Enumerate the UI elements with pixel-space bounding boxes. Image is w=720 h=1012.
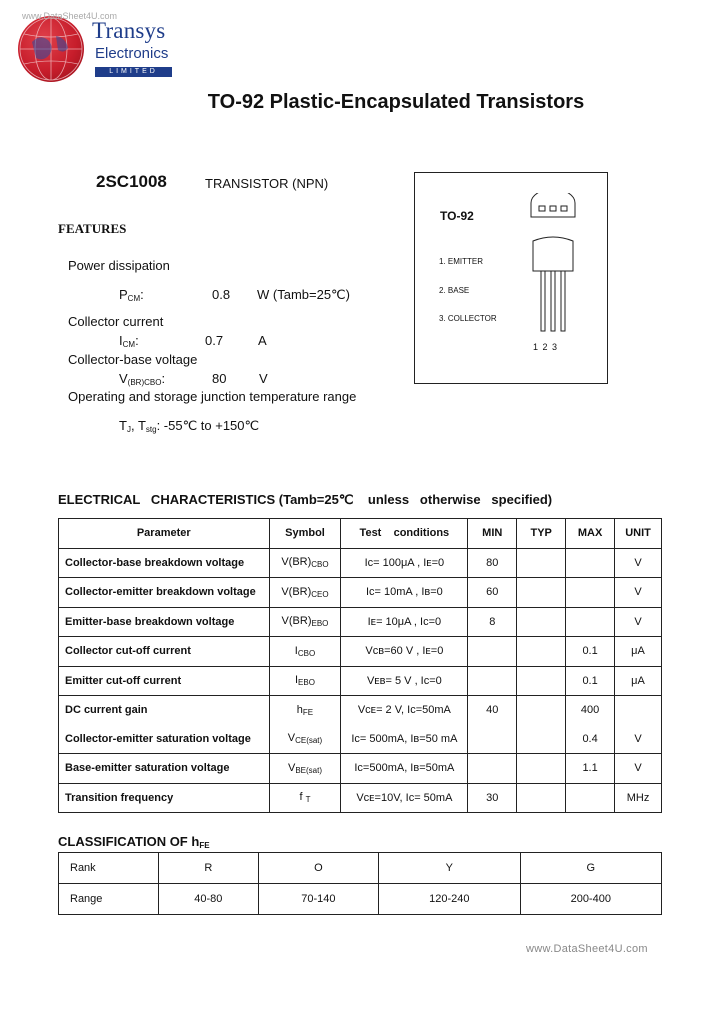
- min-cell: [468, 754, 517, 784]
- typ-cell: [517, 754, 566, 784]
- range-label: Range: [59, 884, 159, 915]
- max-cell: [566, 548, 615, 578]
- header-unit: UNIT: [615, 519, 662, 549]
- unit-cell: [615, 696, 662, 725]
- min-cell: 30: [468, 783, 517, 813]
- max-cell: [566, 578, 615, 608]
- max-cell: [566, 607, 615, 637]
- symbol-cell: f $_T$: [269, 783, 341, 813]
- condition-cell: Vᴄᴇ=10V, Iᴄ= 50mA: [341, 783, 468, 813]
- collector-base-voltage-label: Collector-base voltage: [68, 352, 198, 367]
- header-symbol: Symbol: [269, 519, 341, 549]
- unit-cell: V: [615, 578, 662, 608]
- param-cell: DC current gain: [59, 696, 270, 725]
- pcm-symbol: $P_{CM}$:: [119, 287, 144, 303]
- rank-cell: G: [520, 853, 661, 884]
- max-cell: 400: [566, 696, 615, 725]
- typ-cell: [517, 548, 566, 578]
- unit-cell: V: [615, 725, 662, 754]
- rank-row: [59, 853, 662, 884]
- pin-2-label: 2. BASE: [439, 286, 470, 295]
- max-cell: 0.1: [566, 666, 615, 696]
- condition-cell: Vᴄᴇ= 2 V, Iᴄ=50mA: [341, 696, 468, 725]
- typ-cell: [517, 637, 566, 667]
- typ-cell: [517, 666, 566, 696]
- condition-cell: Iᴄ= 500mA, Iʙ=50 mA: [341, 725, 468, 754]
- condition-cell: Iᴇ= 10μA , Iᴄ=0: [341, 607, 468, 637]
- range-cell: 40-80: [159, 884, 259, 915]
- param-cell: Transition frequency: [59, 783, 270, 813]
- table-row: [59, 666, 662, 696]
- classification-table: [58, 852, 662, 915]
- min-cell: [468, 666, 517, 696]
- features-heading: FEATURES: [58, 221, 127, 236]
- header-typ: TYP: [517, 519, 566, 549]
- max-cell: [566, 783, 615, 813]
- vbr-value: 80: [212, 371, 227, 386]
- page-title: TO-92 Plastic-Encapsulated Transistors: [207, 91, 585, 113]
- table-row: [59, 696, 662, 725]
- pin-numbers: 1 2 3: [533, 342, 559, 352]
- symbol-cell: $V(BR)_{CEO}$: [269, 578, 341, 608]
- condition-cell: Iᴄ= 100μA , Iᴇ=0: [341, 548, 468, 578]
- condition-cell: Vᴇʙ= 5 V , Iᴄ=0: [341, 666, 468, 696]
- unit-cell: μA: [615, 637, 662, 667]
- condition-cell: Vᴄʙ=60 V , Iᴇ=0: [341, 637, 468, 667]
- typ-cell: [517, 725, 566, 754]
- brand-tag: LIMITED: [95, 67, 172, 77]
- range-cell: 120-240: [379, 884, 520, 915]
- range-cell: 70-140: [258, 884, 379, 915]
- collector-current-label: Collector current: [68, 314, 164, 329]
- table-row: [59, 637, 662, 667]
- electrical-characteristics-table: [58, 518, 662, 813]
- unit-cell: μA: [615, 666, 662, 696]
- min-cell: 80: [468, 548, 517, 578]
- pin-1-label: 1. EMITTER: [439, 257, 484, 266]
- table-row: [59, 725, 662, 754]
- table-row: [59, 783, 662, 813]
- range-cell: 200-400: [520, 884, 661, 915]
- icm-value: 0.7: [205, 333, 224, 348]
- vbr-symbol: $V_{(BR)CBO}$:: [119, 371, 166, 387]
- typ-cell: [517, 607, 566, 637]
- header-test-conditions: Test conditions: [341, 519, 468, 549]
- unit-cell: MHz: [615, 783, 662, 813]
- pin-3-label: 3. COLLECTOR: [439, 314, 497, 323]
- param-cell: Collector-emitter saturation voltage: [59, 725, 270, 754]
- classification-heading: CLASSIFICATION OF $h_{FE}$: [58, 834, 210, 850]
- part-number: 2SC1008: [96, 172, 167, 191]
- header-min: MIN: [468, 519, 517, 549]
- min-cell: 40: [468, 696, 517, 725]
- electrical-characteristics-heading: ELECTRICAL CHARACTERISTICS (Tamb=25℃ unless otherwise specified): [58, 492, 553, 507]
- package-diagram-box: [414, 172, 608, 384]
- unit-cell: V: [615, 607, 662, 637]
- min-cell: 60: [468, 578, 517, 608]
- param-cell: Collector cut-off current: [59, 637, 270, 667]
- max-cell: 0.1: [566, 637, 615, 667]
- symbol-cell: $I_{CBO}$: [269, 637, 341, 667]
- table-row: [59, 607, 662, 637]
- symbol-cell: $V_{CE(sat)}$: [269, 725, 341, 754]
- rank-label: Rank: [59, 853, 159, 884]
- icm-symbol: $I_{CM}$:: [119, 333, 139, 349]
- range-row: [59, 884, 662, 915]
- unit-cell: V: [615, 754, 662, 784]
- temperature-range-value: $T_J$, $T_{stg}$: -55℃ to +150℃: [119, 418, 260, 434]
- typ-cell: [517, 696, 566, 725]
- vbr-unit: V: [259, 371, 268, 386]
- condition-cell: Iᴄ=500mA, Iʙ=50mA: [341, 754, 468, 784]
- min-cell: 8: [468, 607, 517, 637]
- table-header-row: [59, 519, 662, 549]
- unit-cell: V: [615, 548, 662, 578]
- to92-package-icon: [523, 193, 583, 341]
- rank-cell: Y: [379, 853, 520, 884]
- table-row: [59, 754, 662, 784]
- pcm-unit: W (Tamb=25℃): [257, 287, 350, 302]
- table-row: [59, 548, 662, 578]
- symbol-cell: $V(BR)_{CBO}$: [269, 548, 341, 578]
- param-cell: Emitter cut-off current: [59, 666, 270, 696]
- brand-name: Transys: [92, 18, 166, 43]
- rank-cell: R: [159, 853, 259, 884]
- param-cell: Collector-emitter breakdown voltage: [59, 578, 270, 608]
- max-cell: 1.1: [566, 754, 615, 784]
- symbol-cell: $I_{EBO}$: [269, 666, 341, 696]
- rank-cell: O: [258, 853, 379, 884]
- typ-cell: [517, 578, 566, 608]
- header-max: MAX: [566, 519, 615, 549]
- table-row: [59, 578, 662, 608]
- min-cell: [468, 637, 517, 667]
- max-cell: 0.4: [566, 725, 615, 754]
- temperature-range-label: Operating and storage junction temperature range: [68, 389, 357, 404]
- header-parameter: Parameter: [59, 519, 270, 549]
- symbol-cell: $h_{FE}$: [269, 696, 341, 725]
- watermark: www.DataSheet4U.com: [22, 11, 118, 21]
- package-name: TO-92: [440, 209, 474, 223]
- param-cell: Emitter-base breakdown voltage: [59, 607, 270, 637]
- power-dissipation-label: Power dissipation: [68, 258, 170, 273]
- param-cell: Collector-base breakdown voltage: [59, 548, 270, 578]
- globe-icon: [18, 16, 84, 82]
- condition-cell: Iᴄ= 10mA , Iʙ=0: [341, 578, 468, 608]
- icm-unit: A: [258, 333, 267, 348]
- part-type: TRANSISTOR (NPN): [205, 176, 329, 191]
- symbol-cell: $V(BR)_{EBO}$: [269, 607, 341, 637]
- pcm-value: 0.8: [212, 287, 231, 302]
- brand-subtitle: Electronics: [95, 45, 169, 62]
- param-cell: Base-emitter saturation voltage: [59, 754, 270, 784]
- min-cell: [468, 725, 517, 754]
- typ-cell: [517, 783, 566, 813]
- symbol-cell: $V_{BE(sat)}$: [269, 754, 341, 784]
- footer-watermark: www.DataSheet4U.com: [526, 943, 648, 955]
